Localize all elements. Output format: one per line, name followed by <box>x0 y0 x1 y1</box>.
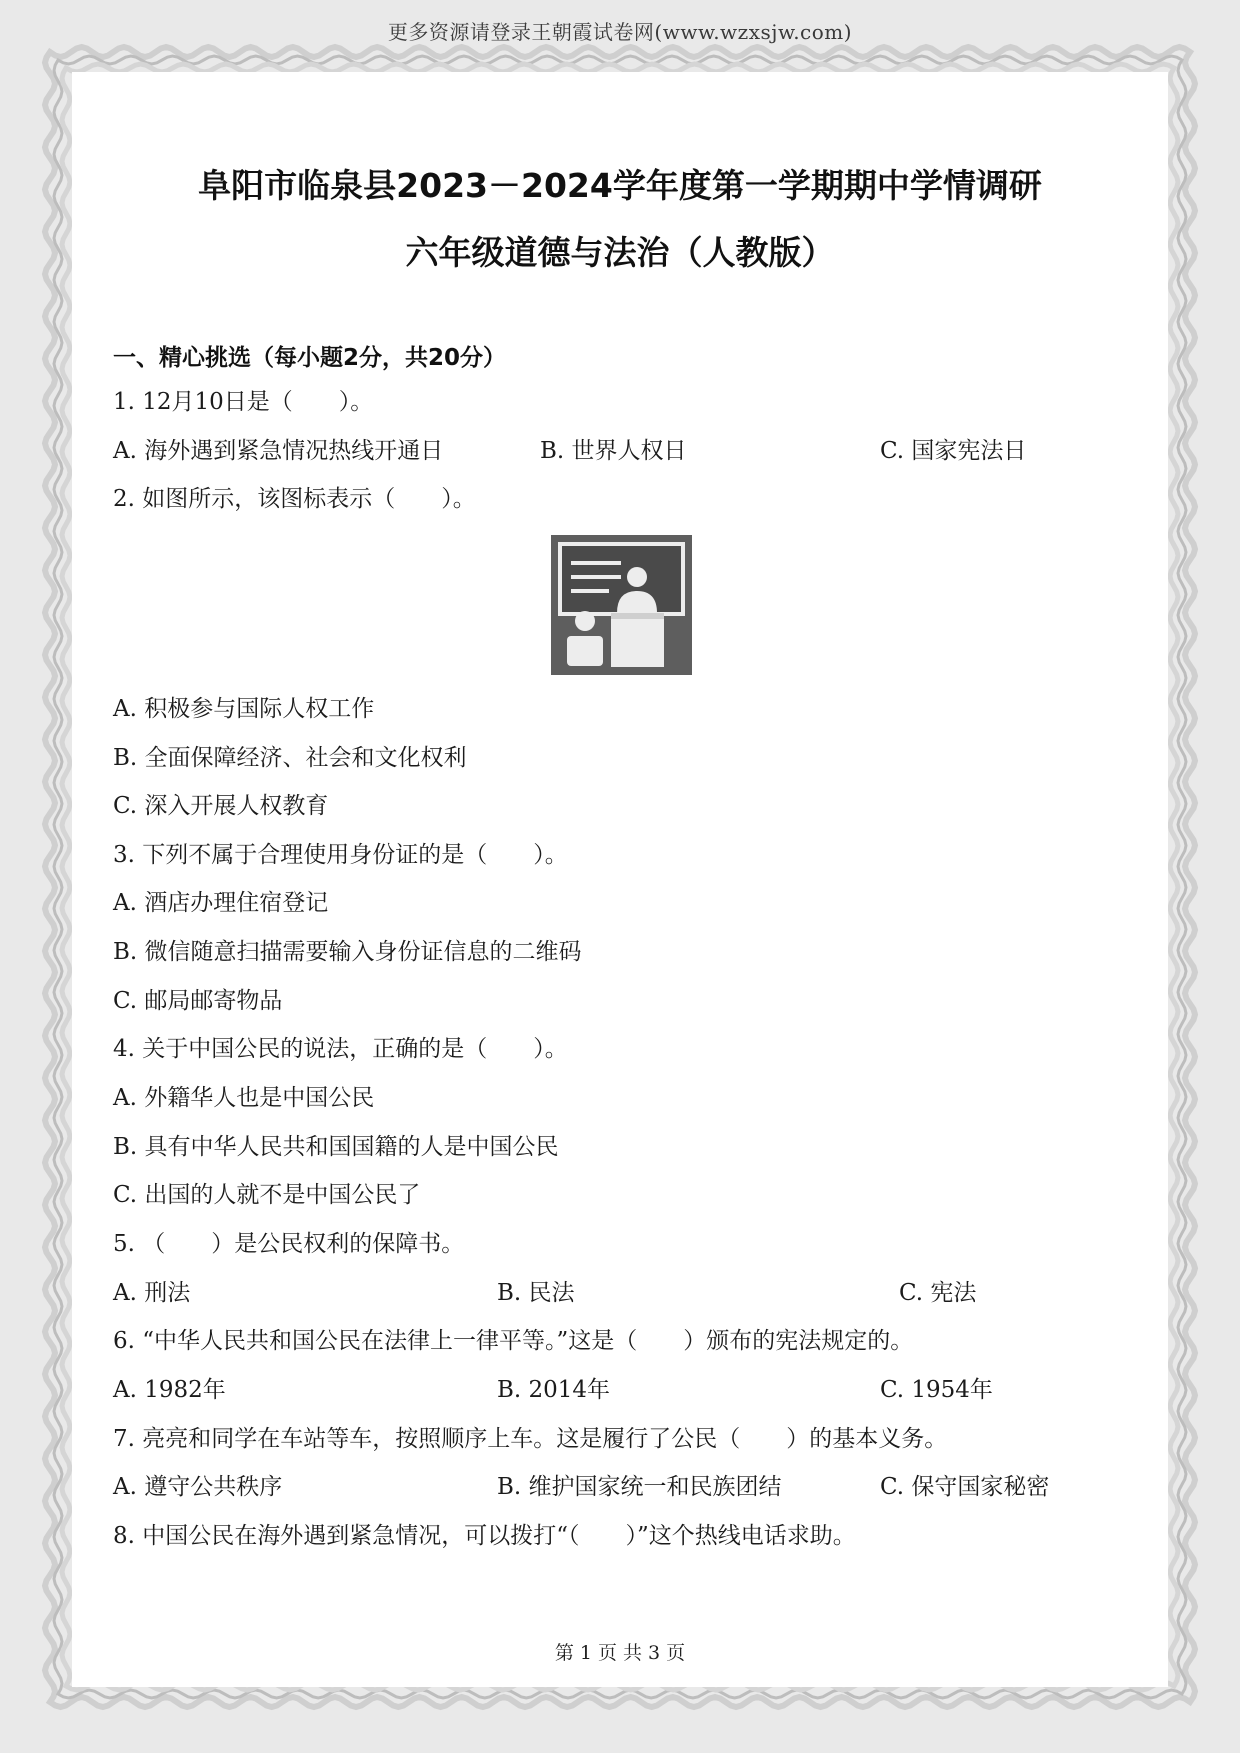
question-4-option-b: B. 具有中华人民共和国国籍的人是中国公民 <box>113 1134 559 1160</box>
question-4-option-c: C. 出国的人就不是中国公民了 <box>113 1182 421 1208</box>
source-banner: 更多资源请登录王朝霞试卷网(www.wzxsjw.com) <box>387 20 853 44</box>
question-3-option-c: C. 邮局邮寄物品 <box>113 988 283 1014</box>
question-5-option-a: A. 刑法 <box>113 1280 191 1306</box>
question-3-option-b: B. 微信随意扫描需要输入身份证信息的二维码 <box>113 939 582 965</box>
question-2-option-a: A. 积极参与国际人权工作 <box>113 696 375 722</box>
question-2-option-c: C. 深入开展人权教育 <box>113 793 329 819</box>
question-1-option-b: B. 世界人权日 <box>540 438 687 464</box>
question-7-option-b: B. 维护国家统一和民族团结 <box>497 1474 782 1500</box>
question-3-stem: 3. 下列不属于合理使用身份证的是（ ）。 <box>113 842 568 868</box>
question-7-option-a: A. 遵守公共秩序 <box>113 1474 283 1500</box>
exam-title: 阜阳市临泉县2023－2024学年度第一学期期中学情调研 <box>198 166 1042 205</box>
question-6-option-c: C. 1954年 <box>880 1377 993 1403</box>
question-5-stem: 5. （ ）是公民权利的保障书。 <box>113 1231 465 1257</box>
question-6-stem: 6. “中华人民共和国公民在法律上一律平等。”这是（ ）颁布的宪法规定的。 <box>113 1328 914 1354</box>
question-4-option-a: A. 外籍华人也是中国公民 <box>113 1085 375 1111</box>
section-header-choice: 一、精心挑选（每小题2分，共20分） <box>113 345 507 371</box>
page-number-footer: 第 1 页 共 3 页 <box>554 1642 686 1664</box>
classroom-teacher-icon <box>551 535 692 675</box>
question-2-option-b: B. 全面保障经济、社会和文化权利 <box>113 745 467 771</box>
question-2-stem: 2. 如图所示，该图标表示（ ）。 <box>113 486 476 512</box>
question-7-option-c: C. 保守国家秘密 <box>880 1474 1050 1500</box>
question-5-option-b: B. 民法 <box>497 1280 575 1306</box>
question-1-option-c: C. 国家宪法日 <box>880 438 1027 464</box>
question-5-option-c: C. 宪法 <box>899 1280 977 1306</box>
question-4-stem: 4. 关于中国公民的说法，正确的是（ ）。 <box>113 1036 568 1062</box>
question-3-option-a: A. 酒店办理住宿登记 <box>113 890 329 916</box>
question-1-option-a: A. 海外遇到紧急情况热线开通日 <box>113 438 444 464</box>
exam-subtitle: 六年级道德与法治（人教版） <box>405 233 835 272</box>
question-8-stem: 8. 中国公民在海外遇到紧急情况，可以拨打“（ ）”这个热线电话求助。 <box>113 1523 856 1549</box>
question-6-option-a: A. 1982年 <box>113 1377 226 1403</box>
question-6-option-b: B. 2014年 <box>497 1377 611 1403</box>
question-1-stem: 1. 12月10日是（ ）。 <box>113 389 374 415</box>
question-7-stem: 7. 亮亮和同学在车站等车，按照顺序上车。这是履行了公民（ ）的基本义务。 <box>113 1426 948 1452</box>
